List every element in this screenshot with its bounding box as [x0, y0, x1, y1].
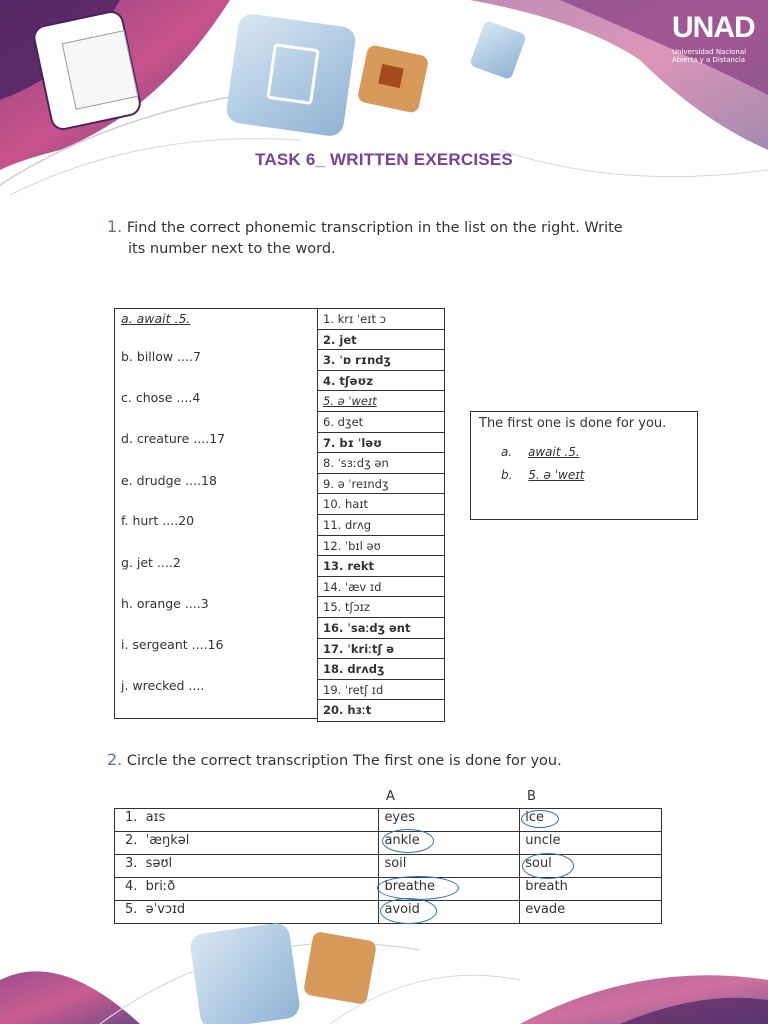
transcription-item: 10. haɪt: [318, 494, 444, 515]
option-a-cell[interactable]: breathe: [379, 878, 520, 901]
word-item: f. hurt ....20: [121, 513, 195, 528]
question-1: [107, 216, 667, 260]
word-item: c. chose ....4: [121, 390, 201, 405]
word-item: a. await .5.: [121, 311, 191, 326]
column-a-header: A: [386, 789, 395, 804]
question-2-text: Circle the correct transcription The first one is done for you.: [126, 753, 562, 769]
transcription-item: 14. ˈæv ɪd: [318, 577, 444, 598]
transcription-item: 3. ˈɒ rɪndʒ: [318, 350, 444, 371]
option-a-cell[interactable]: eyes: [379, 809, 520, 832]
transcription-item: 12. ˈbɪl əʊ: [318, 536, 444, 557]
row-number: 2.: [125, 833, 138, 848]
ipa-cell: [115, 855, 379, 878]
option-b-cell[interactable]: ice: [520, 809, 662, 832]
note-b-label: b.: [501, 468, 513, 482]
word-item: b. billow ....7: [121, 349, 201, 364]
clipboard-icon: [266, 43, 319, 105]
ipa-text: səʊl: [145, 856, 173, 871]
answer-circle: [522, 853, 574, 879]
transcription-item: 1. krɪ ˈeɪt ɔ: [318, 309, 444, 330]
transcription-item: 9. ə ˈreɪndʒ: [318, 474, 444, 495]
transcription-item: 13. rekt: [318, 556, 444, 577]
ipa-cell: [115, 878, 379, 901]
transcription-item: 2. jet: [318, 330, 444, 351]
transcription-item: 20. hɜːt: [323, 703, 372, 718]
question-1-line2: its number next to the word.: [128, 241, 336, 257]
footer-decoration: [0, 920, 768, 1024]
row-number: 5.: [125, 902, 138, 917]
question-2: [107, 749, 667, 772]
transcription-item: 4. tʃəʊz: [318, 371, 444, 392]
column-b-header: B: [527, 789, 536, 804]
logo-text: UNAD: [672, 11, 755, 44]
row-number: 3.: [125, 856, 138, 871]
transcription-item: 18. drʌdʒ: [318, 659, 444, 680]
notepad-icon: [62, 30, 139, 110]
ipa-text: əˈvɔɪd: [145, 902, 186, 917]
transcription-item: 7. bɪ ˈləʊ: [318, 433, 444, 454]
table-row: [115, 855, 662, 878]
row-number: 4.: [125, 879, 138, 894]
ipa-text: ˈæŋkəl: [145, 833, 190, 848]
transcription-item: 16. ˈsaːdʒ ənt: [318, 618, 444, 639]
option-a-cell[interactable]: avoid: [379, 901, 520, 924]
note-a-text: await .5.: [528, 445, 580, 459]
option-a-cell[interactable]: ankle: [379, 832, 520, 855]
book-icon: [378, 64, 404, 88]
question-2-number: 2.: [107, 750, 123, 769]
question-1-line1: Find the correct phonemic transcription in the list on the right. Write: [126, 220, 623, 236]
example-note: [470, 411, 698, 520]
word-item: e. drudge ....18: [121, 473, 217, 488]
option-a-cell[interactable]: soil: [379, 855, 520, 878]
word-item: g. jet ....2: [121, 555, 181, 570]
answer-circle: [382, 829, 434, 853]
word-item: i. sergeant ....16: [121, 637, 224, 652]
words-column: [114, 308, 318, 719]
note-text: The first one is done for you.: [479, 416, 667, 431]
table-row: [115, 809, 662, 832]
option-b-cell[interactable]: evade: [520, 901, 662, 924]
note-item-b: [501, 468, 584, 482]
transcription-item: 8. ˈsɜːdʒ ən: [318, 453, 444, 474]
question-1-number: 1.: [107, 217, 123, 236]
transcription-list: [317, 308, 445, 722]
logo-subtitle-1: Universidad Nacional: [672, 48, 747, 56]
ipa-text: briːð: [145, 879, 176, 894]
row-number: 1.: [125, 810, 138, 825]
answer-circle: [521, 810, 559, 828]
ipa-cell: [115, 832, 379, 855]
word-item: j. wrecked ....: [121, 678, 205, 693]
option-b-cell[interactable]: uncle: [520, 832, 662, 855]
answer-circle: [377, 876, 459, 900]
logo-subtitle-2: Abierta y a Distancia: [672, 56, 746, 64]
page-title: TASK 6_ WRITTEN EXERCISES: [255, 150, 513, 169]
transcription-item: 17. ˈkriːtʃ ə: [318, 639, 444, 660]
ipa-cell: [115, 809, 379, 832]
word-item: h. orange ....3: [121, 596, 209, 611]
transcription-item: 6. dʒet: [318, 412, 444, 433]
note-item-a: [501, 445, 580, 459]
ipa-text: aɪs: [145, 810, 166, 825]
transcription-item: 19. ˈretʃ ɪd: [318, 680, 444, 701]
transcription-item: 11. drʌg: [318, 515, 444, 536]
option-b-cell[interactable]: breath: [520, 878, 662, 901]
unad-logo: [672, 8, 762, 80]
transcription-item: 5. ə ˈweɪt: [318, 391, 444, 412]
option-b-cell[interactable]: soul: [520, 855, 662, 878]
note-b-text: 5. ə ˈweɪt: [528, 468, 585, 482]
word-item: d. creature ....17: [121, 431, 226, 446]
note-a-label: a.: [501, 445, 513, 459]
transcription-item: 15. tʃɔɪz: [318, 597, 444, 618]
